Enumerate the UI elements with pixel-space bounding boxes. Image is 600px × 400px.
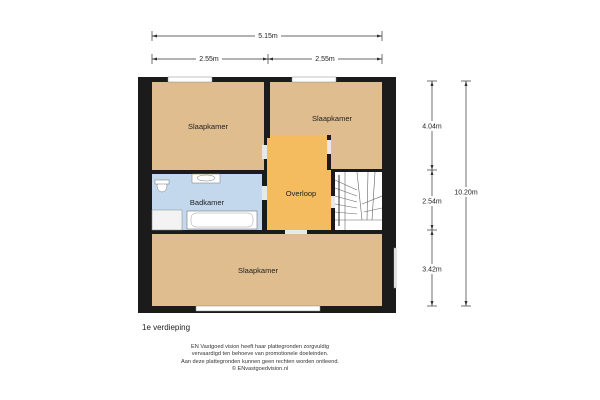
floor-label: 1e verdieping — [142, 323, 191, 332]
disclaimer-line-3: Aan deze plattegronden kunnen geen rechten worden ontleend. — [181, 358, 339, 365]
dim-right-width: 2.55m — [315, 56, 335, 63]
dim-total-height: 10.20m — [454, 189, 478, 197]
label-bathroom: Badkamer — [189, 198, 225, 207]
disclaimer-line-2: vervaardigd ten behoeve van promotionele doeleinden. — [191, 351, 329, 358]
dim-left-width: 2.55m — [199, 56, 219, 63]
label-bedroom-top-left: Slaapkamer — [187, 122, 229, 131]
staircase — [335, 172, 382, 230]
disclaimer-line-4: © ENvastgoedvision.nl — [231, 366, 289, 373]
disclaimer-line-1: EN Vastgoed vision heeft haar plattegronden zorgvuldig — [191, 344, 329, 350]
dim-bottom-height: 3.42m — [422, 266, 442, 274]
disclaimer — [120, 344, 400, 374]
dim-top-height: 4.04m — [422, 123, 442, 131]
dim-middle-height: 2.54m — [422, 198, 442, 206]
label-bedroom-top-right: Slaapkamer — [311, 114, 353, 123]
room-landing — [267, 135, 331, 231]
label-landing: Overloop — [285, 189, 317, 198]
label-bedroom-bottom: Slaapkamer — [237, 266, 279, 275]
dim-total-width: 5.15m — [258, 33, 278, 40]
